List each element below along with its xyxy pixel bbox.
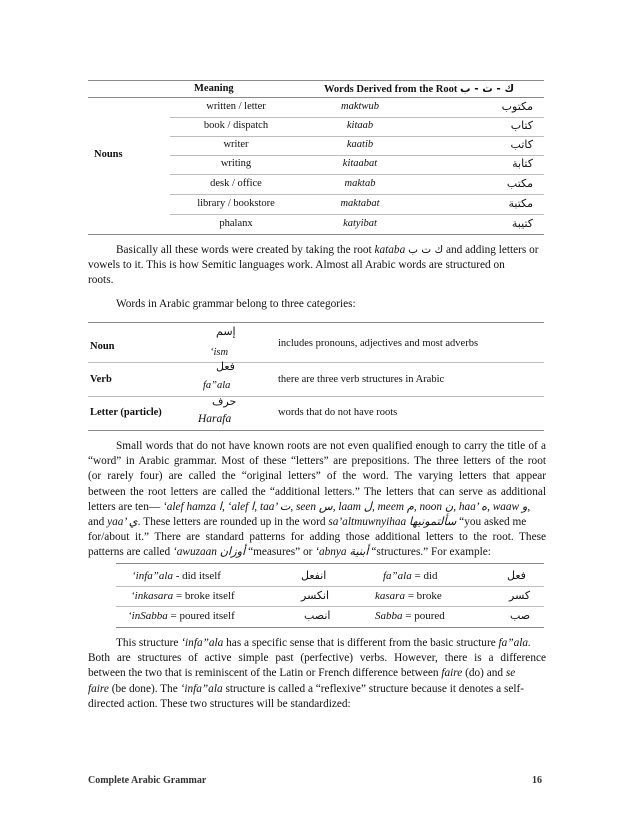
row-divider — [170, 194, 544, 195]
example-base: fa”ala = did — [383, 570, 438, 582]
table-row-arabic: مكتوب — [501, 100, 533, 113]
example-base-arabic: فعل — [507, 569, 526, 582]
row-divider — [88, 396, 544, 397]
table-row-meaning: library / bookstore — [197, 198, 275, 209]
row-divider — [170, 155, 544, 156]
example-derived-arabic: انصب — [304, 609, 331, 622]
example-derived-arabic: انكسر — [301, 589, 330, 602]
table-row-arabic: كاتب — [510, 138, 533, 151]
examples-bottom-rule — [116, 627, 544, 628]
category-arabic: حرف — [212, 395, 237, 408]
table-row-meaning: writing — [220, 158, 252, 169]
table-row-meaning: writer — [223, 139, 249, 150]
category-description: words that do not have roots — [278, 407, 398, 418]
category-name: Letter (particle) — [90, 407, 162, 418]
row-divider — [116, 586, 544, 587]
table-row-meaning: desk / office — [210, 178, 262, 189]
table-row-translit: maktwub — [341, 101, 379, 112]
table-bottom-rule — [88, 234, 544, 235]
table-row-translit: kitaab — [346, 120, 374, 131]
category-name: Noun — [90, 341, 115, 352]
col-header-words-derived: Words Derived from the Root ك - ت - ب — [324, 83, 515, 95]
paragraph-letters: Small words that do not have known roots are not even qualified enough to carry the title of a “word” in Arabic grammar. Most of these “letters” are prepositions. The three letters of the root (or rarely four) are called the “original letters” of the word. The varying letters that appear between the root letters are called the “additional letters.” The letters that can serve as additional letters are ten— ‘alef hamza ا, ‘alef ا, taa’ ت, seen س, laam ل, meem م, noon ن, haa’ ه, waaw و, and yaa’ ي. These letters are rounded up in the word sa’altmuwnyihaa سألتمونيها “you asked me for/about it.” There are standard patterns for adding those additional letters to the root. These patterns are called ‘awuzaan أوزان “measures” or ‘abnya أبنية “structures.” For example: — [88, 440, 546, 559]
row-group-label: Nouns — [94, 149, 123, 160]
table-row-arabic: مكتب — [506, 177, 533, 190]
paragraph-roots-explanation: Basically all these words were created by taking the root kataba ك ت ب and adding letters or vowels to it. This is how Semitic languages work. Almost all Arabic words are structured on roots. — [88, 244, 539, 287]
categories-bottom-rule — [88, 430, 544, 431]
row-divider — [170, 174, 544, 175]
category-arabic: فعل — [216, 360, 235, 373]
table-row-translit: maktab — [344, 178, 376, 189]
table-row-meaning: phalanx — [219, 218, 253, 229]
category-description: there are three verb structures in Arabic — [278, 374, 445, 385]
table-top-rule — [88, 80, 544, 81]
example-derived: ‘inkasara = broke itself — [131, 590, 235, 602]
table-header-rule — [88, 97, 544, 98]
row-divider — [170, 117, 544, 118]
table-row-arabic: كتابة — [512, 157, 533, 170]
category-translit: fa”ala — [203, 380, 231, 391]
table-row-arabic: كتيبة — [511, 217, 533, 230]
example-derived: ‘infa”ala - did itself — [132, 570, 221, 582]
category-description: includes pronouns, adjectives and most adverbs — [278, 338, 479, 349]
table-row-meaning: written / letter — [206, 101, 266, 112]
category-arabic: إسم — [216, 325, 236, 338]
example-derived: ‘inSabba = poured itself — [128, 610, 235, 622]
example-base: Sabba = poured — [375, 610, 445, 622]
paragraph-categories-intro: Words in Arabic grammar belong to three categories: — [116, 298, 356, 310]
example-base-arabic: كسر — [509, 589, 531, 602]
table-row-translit: kaatib — [346, 139, 374, 150]
example-base: kasara = broke — [375, 590, 442, 602]
table-row-meaning: book / dispatch — [203, 120, 269, 131]
category-translit: Harafa — [198, 413, 232, 425]
table-row-arabic: كتاب — [510, 119, 533, 132]
table-row-arabic: مكتبة — [508, 197, 533, 210]
row-divider — [116, 606, 544, 607]
row-divider — [170, 214, 544, 215]
row-divider — [170, 136, 544, 137]
col-header-meaning: Meaning — [194, 83, 234, 94]
table-row-translit: maktabat — [340, 198, 380, 209]
page-number: 16 — [532, 775, 542, 786]
row-divider — [88, 362, 544, 363]
footer-title: Complete Arabic Grammar — [88, 775, 207, 786]
table-row-translit: kitaabat — [342, 158, 378, 169]
table-row-translit: katyibat — [343, 218, 377, 229]
paragraph-reflexive: This structure ‘infa”ala has a specific sense that is different from the basic structure fa”ala. Both are structures of active simple past (perfective) verbs. However, there is a difference between the two that is reminiscent of the Latin or French difference between faire (do) and se faire (be done). The ‘infa”ala structure is called a “reflexive” structure because it denotes a self- directed action. These two structures will be standardized: — [88, 637, 546, 710]
example-base-arabic: صب — [510, 609, 531, 622]
category-translit: ‘ism — [210, 347, 229, 358]
category-name: Verb — [90, 374, 112, 385]
example-derived-arabic: انفعل — [301, 569, 327, 582]
examples-top-rule — [116, 563, 544, 564]
categories-top-rule — [88, 322, 544, 323]
